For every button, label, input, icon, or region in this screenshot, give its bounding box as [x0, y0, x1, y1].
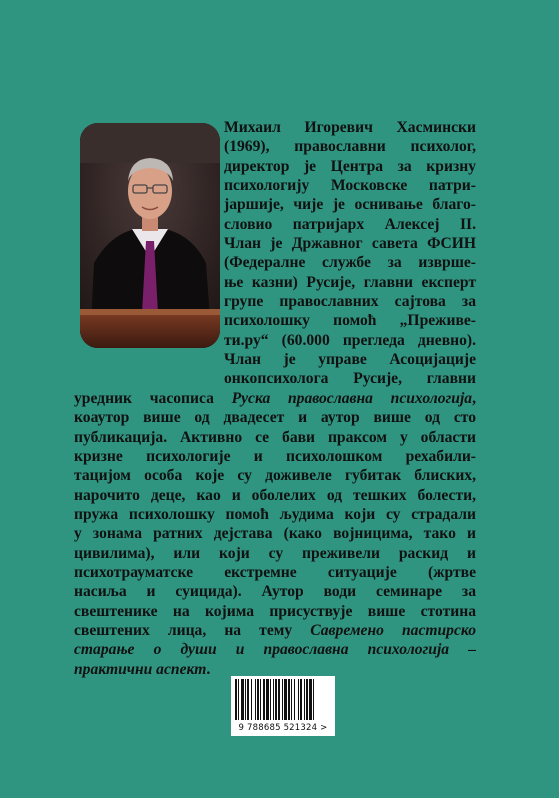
isbn-arrow: > — [320, 723, 328, 733]
bio-line-27 — [74, 621, 476, 640]
bio-line-8: (Федералне службе за изврше- — [224, 254, 476, 272]
bio-line-10: групе православних сајтова за — [224, 293, 476, 311]
isbn-digits: 9 788685 521324 — [238, 723, 318, 733]
bio-line-2: (1969), православни психолог, — [224, 138, 476, 156]
bio-line-19: тацијом особа које су доживеле губитак блиских, — [74, 467, 476, 485]
seminar-title-part-3: практични аспект — [74, 660, 207, 678]
isbn-barcode — [231, 676, 335, 736]
bio-line-7: Члан је Државног савета ФСИН — [224, 235, 476, 253]
bio-line-27-text: свештених лица, на тему — [74, 621, 311, 639]
bio-line-3: директор је Центра за кризну — [224, 157, 476, 175]
bio-line-26: свештенике на којима присуствује више стотина — [74, 602, 476, 620]
bio-line-24: психотрауматске екстремне ситуације (жртве — [74, 563, 476, 581]
author-biography — [74, 118, 476, 679]
bio-line-12: ти.ру“ (60.000 прегледа дневно). — [224, 331, 476, 349]
seminar-title-part-2: старање о души и православна психологија – — [74, 641, 476, 659]
bio-line-11: психолошку помоћ „Преживе- — [224, 312, 476, 330]
bio-line-28 — [74, 640, 476, 659]
bio-line-4: психологију Московске патри- — [224, 177, 476, 195]
bio-line-29-punct: . — [206, 660, 211, 678]
bio-line-5: јаршије, чије је оснивање благо- — [224, 196, 476, 214]
bio-line-17: публикација. Активно се бави праксом у области — [74, 428, 476, 446]
barcode-bars — [231, 676, 335, 722]
journal-title: Руска православна психологија — [231, 389, 473, 407]
bio-line-21: пружа психолошку помоћ људима који су страдали — [74, 505, 476, 523]
bio-line-18: кризне психологије и психолошком рехабили- — [74, 447, 476, 465]
bio-line-25: насиља и суицида). Аутор води семинаре за — [74, 583, 476, 601]
bio-line-15-text: уредник часописа — [74, 389, 232, 407]
bio-line-1: Михаил Игоревич Хасмински — [224, 119, 476, 136]
bio-line-20: нарочито деце, као и оболелих од тешких болести, — [74, 486, 476, 504]
bio-line-13: Члан је управе Асоцијације — [224, 351, 476, 369]
isbn-number — [231, 723, 335, 733]
seminar-title-part-1: Савремено пастирско — [310, 621, 476, 639]
bio-line-23: цивилима), или који су преживели раскид и — [74, 544, 476, 562]
bio-line-6: словио патријарх Алексеј II. — [224, 215, 476, 233]
bio-line-15 — [74, 389, 476, 408]
bio-line-14: онкопсихолога Русије, главни — [224, 370, 476, 388]
bio-line-22: у зонама ратних дејстава (како војницима, тако и — [74, 525, 476, 543]
bio-line-16: коаутор више од двадесет и аутор више од сто — [74, 409, 476, 427]
bio-line-9: ње казни) Русије, главни експерт — [224, 273, 476, 291]
bio-line-15-punct: , — [472, 389, 476, 407]
